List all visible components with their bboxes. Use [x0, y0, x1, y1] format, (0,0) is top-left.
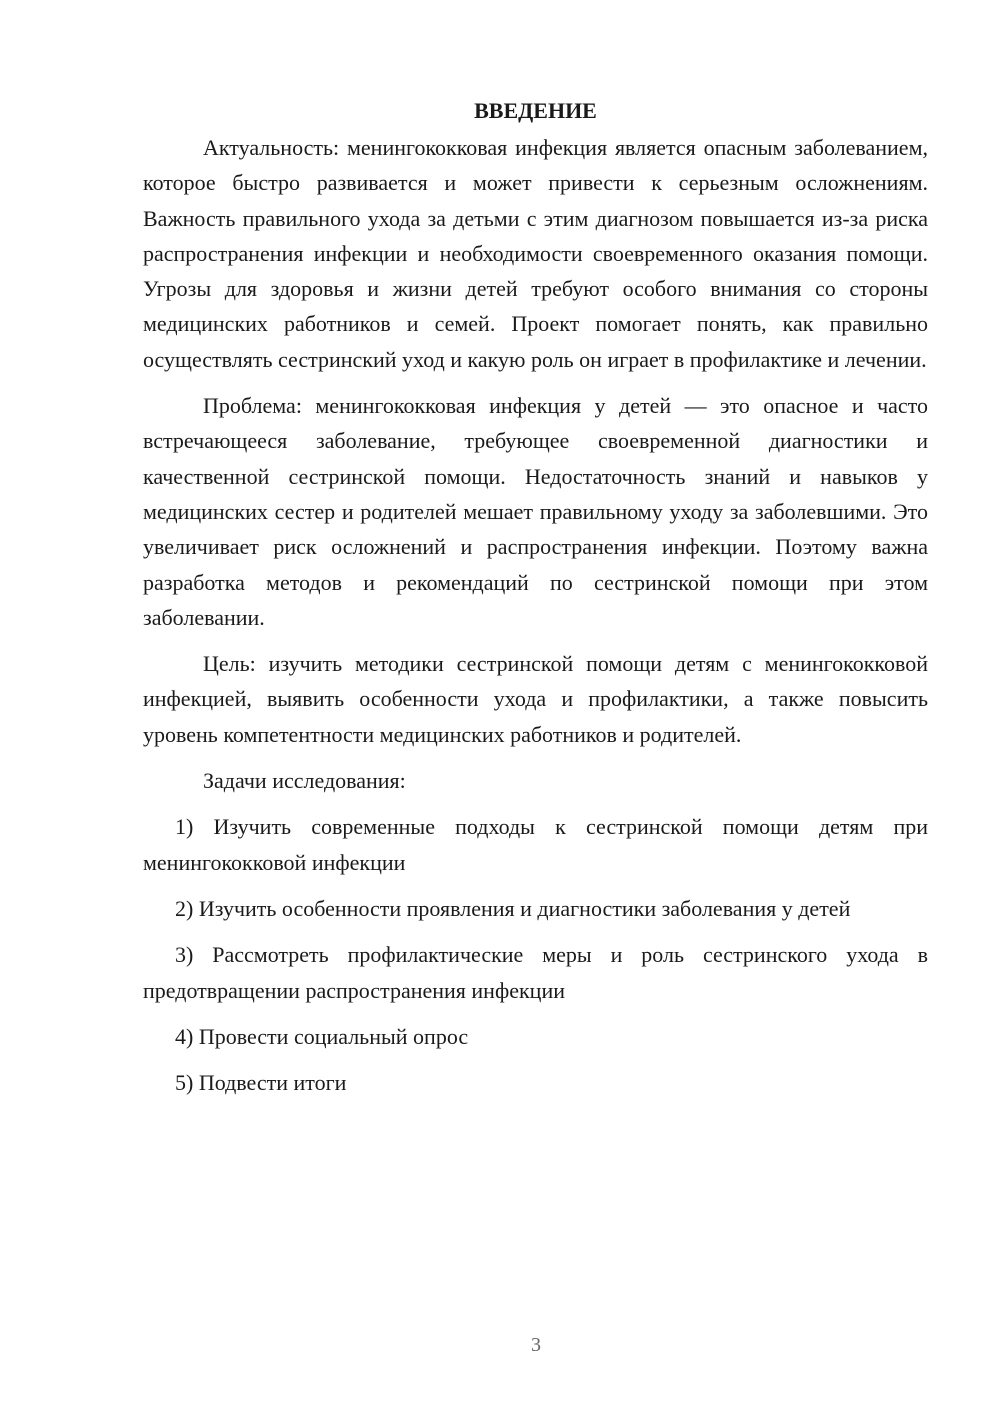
task-item: 1) Изучить современные подходы к сестринской помощи детям при менингококковой инфекции: [143, 814, 928, 875]
paragraph-problem: Проблема: менингококковая инфекция у детей — это опасное и часто встречающееся заболевание, требующее своевременной диагностики и качественной сестринской помощи. Недостаточность знаний и навыков у медицинских сестер и родителей мешает правильному уходу за заболевшими. Это увеличивает риск осложнений и распространения инфекции. Поэтому важна разработка методов и рекомендаций по сестринской помощи при этом заболевании.: [143, 393, 928, 630]
paragraph-goal: Цель: изучить методики сестринской помощи детям с менингококковой инфекцией, выявить особенности ухода и профилактики, а также повысить уровень компетентности медицинских работников и родителей.: [143, 651, 928, 747]
tasks-heading: Задачи исследования:: [203, 768, 406, 794]
section-title: ВВЕДЕНИЕ: [474, 98, 597, 123]
task-item: 2) Изучить особенности проявления и диагностики заболевания у детей: [175, 895, 851, 921]
task-item: 4) Провести социальный опрос: [175, 1023, 469, 1049]
task-item: 3) Рассмотреть профилактические меры и роль сестринского ухода в предотвращении распространения инфекции: [143, 942, 928, 1003]
tasks-list: [143, 809, 928, 1100]
task-item: 5) Подвести итоги: [175, 1070, 347, 1096]
page-number: 3: [531, 1334, 541, 1356]
document-page: [143, 96, 928, 1111]
paragraph-relevance: Актуальность: менингококковая инфекция является опасным заболеванием, которое быстро развивается и может привести к серьезным осложнениям. Важность правильного ухода за детьми с этим диагнозом повышается из-за риска распространения инфекции и необходимости своевременного оказания помощи. Угрозы для здоровья и жизни детей требуют особого внимания со стороны медицинских работников и семей. Проект помогает понять, как правильно осуществлять сестринский уход и какую роль он играет в профилактике и лечении.: [143, 135, 928, 372]
